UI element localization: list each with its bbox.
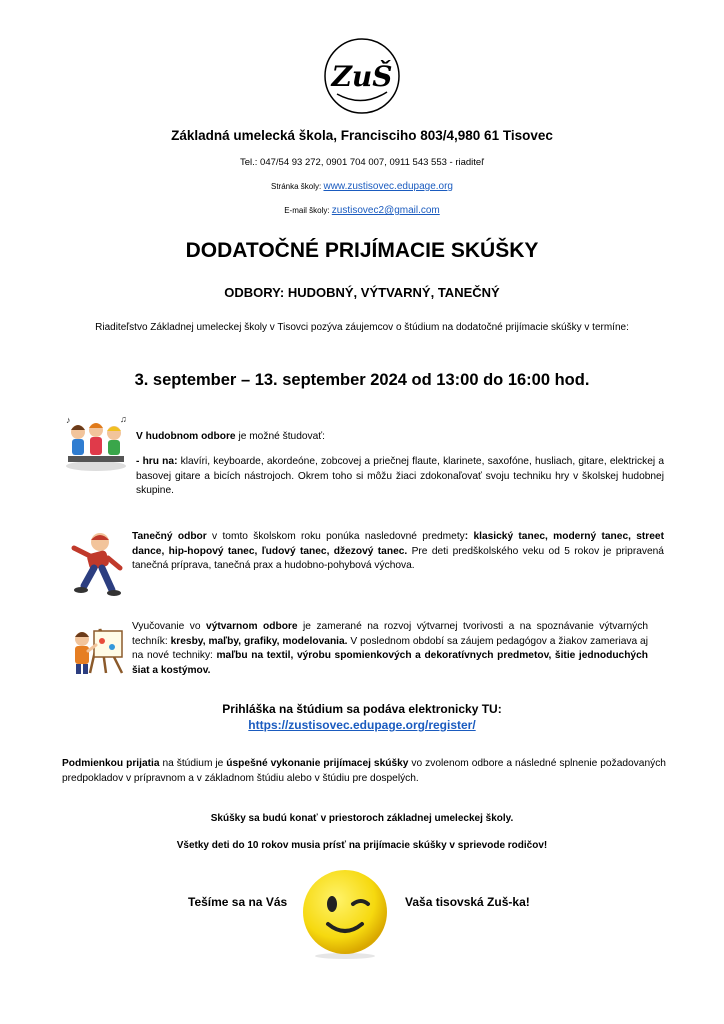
email-label: E-mail školy: xyxy=(284,206,330,215)
winking-smiley-icon xyxy=(298,866,392,960)
school-phone: Tel.: 047/54 93 272, 0901 704 007, 0911 543 553 - riaditeľ xyxy=(240,157,484,168)
art-t3: V poslednom období sa záujem pedagógov a žiakov zameriava aj na nové techniky: xyxy=(132,635,648,661)
condition-t1: na štúdium je xyxy=(159,758,227,769)
dancer-illustration xyxy=(66,530,124,596)
music-lead-rest: je možné študovať: xyxy=(235,431,325,442)
web-link[interactable]: www.zustisovec.edupage.org xyxy=(323,181,453,192)
venue-note: Skúšky sa budú konať v priestoroch základnej umeleckej školy. xyxy=(210,813,514,824)
page-subtitle: ODBORY: HUDOBNÝ, VÝTVARNÝ, TANEČNÝ xyxy=(224,285,500,300)
application-text: Prihláška na štúdium sa podáva elektronicky TU: xyxy=(222,702,502,716)
music-item-bold: - hru na: xyxy=(136,456,178,467)
school-name: Základná umelecká škola, Francisciho 803/4,980 61 Tisovec xyxy=(171,128,553,143)
dance-t2: Pre deti predškolského veku od 5 rokov je pripravená tanečná príprava, tanečná prax a hudobno-pohybová výchova. xyxy=(132,545,664,571)
art-t2: je zamerané na rozvoj výtvarnej tvorivosti a na spoznávanie výtvarných techník: xyxy=(132,621,648,647)
music-item-rest: klavíri, keyboarde, akordeóne, zobcovej a priečnej flaute, klarinete, saxofóne, husliach, gitare, elektrickej a basovej gitare a bicích nástrojoch. Okrem toho si môžu žiaci zdokonaľovať svoju techniku hry v školskej hudobnej skupine. xyxy=(136,456,664,496)
dance-text xyxy=(132,530,664,574)
application-link-line xyxy=(0,718,724,732)
dance-b2: : klasický tanec, moderný tanec, street dance, hip-hopový tanec, ľudový tanec, džezový tanec. xyxy=(132,531,664,557)
music-kids-illustration xyxy=(62,414,130,472)
art-text xyxy=(132,620,648,678)
condition-t2: vo zvolenom odbore a následné splnenie požadovaných predpokladov v prípravnom a v základnom štúdiu alebo v štúdiu pre dospelých. xyxy=(62,758,666,784)
footer-right: Vaša tisovská Zuš-ka! xyxy=(405,895,530,909)
painter-illustration xyxy=(70,621,128,677)
footer-left: Tešíme sa na Vás xyxy=(188,895,288,909)
school-logo xyxy=(322,36,402,116)
condition-b1: Podmienkou prijatia xyxy=(62,758,160,769)
dance-t1: v tomto školskom roku ponúka nasledovné predmety xyxy=(206,531,465,542)
exam-date: 3. september – 13. september 2024 od 13:00 do 16:00 hod. xyxy=(134,371,590,389)
music-item xyxy=(136,455,664,499)
art-t1: Vyučovanie vo xyxy=(132,621,207,632)
condition-text xyxy=(62,757,666,786)
dance-b1: Tanečný odbor xyxy=(132,531,207,542)
music-lead xyxy=(136,430,664,445)
school-web-line xyxy=(0,181,724,192)
page-title: DODATOČNÉ PRIJÍMACIE SKÚŠKY xyxy=(185,239,539,262)
school-email-line xyxy=(0,205,724,216)
svg-text:♫: ♫ xyxy=(120,414,127,424)
parents-note: Všetky deti do 10 rokov musia prísť na prijímacie skúšky v sprievode rodičov! xyxy=(176,840,548,851)
art-b3: maľbu na textil, výrobu spomienkových a dekoratívnych predmetov, šitie jednoduchých šiat a kostýmov. xyxy=(132,650,648,676)
application-link[interactable]: https://zustisovec.edupage.org/register/ xyxy=(248,718,476,732)
art-b2: kresby, maľby, grafiky, modelovania. xyxy=(170,635,348,647)
art-b1: výtvarnom odbore xyxy=(206,621,298,632)
svg-text:♪: ♪ xyxy=(66,415,71,425)
music-lead-bold: V hudobnom odbore xyxy=(136,431,236,442)
svg-text:ZuŠ: ZuŠ xyxy=(331,60,393,93)
web-label: Stránka školy: xyxy=(270,182,322,191)
intro-text: Riaditeľstvo Základnej umeleckej školy v Tisovci pozýva záujemcov o štúdium na dodatočné prijímacie skúšky v termíne: xyxy=(95,322,629,333)
condition-b2: úspešné vykonanie prijímacej skúšky xyxy=(226,758,409,769)
email-link[interactable]: zustisovec2@gmail.com xyxy=(331,205,440,216)
